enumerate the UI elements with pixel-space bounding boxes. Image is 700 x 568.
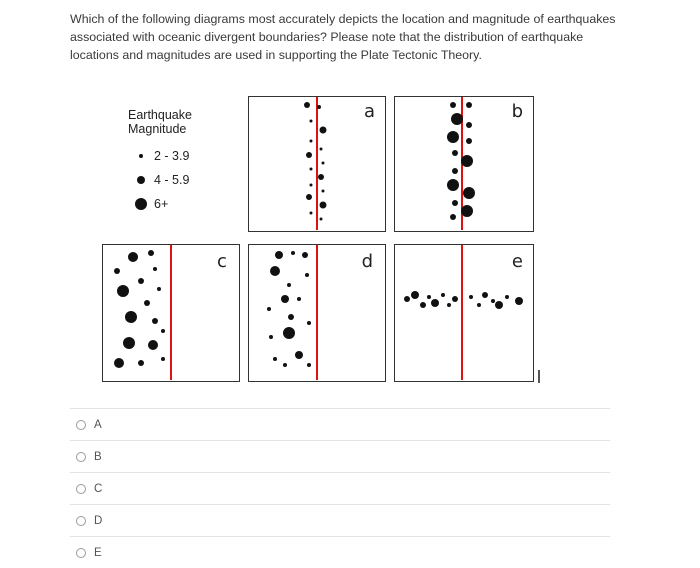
panel-label-e: e (511, 251, 523, 272)
divider-mark (538, 370, 540, 383)
legend-label: 2 - 3.9 (154, 149, 190, 163)
option-b[interactable] (70, 440, 610, 472)
earthquake-dots (249, 245, 385, 380)
option-e[interactable] (70, 536, 610, 568)
option-label: A (94, 418, 102, 431)
magnitude-legend (128, 108, 238, 216)
option-label: C (94, 482, 103, 495)
radio-button[interactable] (76, 484, 86, 494)
option-label: E (94, 546, 102, 559)
panel-label-a: a (363, 101, 375, 122)
earthquake-diagram-figure (98, 92, 558, 392)
radio-button[interactable] (76, 452, 86, 462)
radio-button[interactable] (76, 516, 86, 526)
radio-button[interactable] (76, 548, 86, 558)
legend-label: 4 - 5.9 (154, 173, 190, 187)
diagram-panel-e (394, 244, 534, 382)
diagram-panel-b (394, 96, 534, 232)
medium-dot-icon (137, 176, 145, 184)
legend-item-medium (128, 168, 238, 192)
diagram-panel-d (248, 244, 386, 382)
option-label: D (94, 514, 103, 527)
large-dot-icon (135, 198, 147, 210)
diagram-panel-c (102, 244, 240, 382)
legend-label: 6+ (154, 197, 169, 211)
small-dot-icon (139, 154, 143, 158)
answer-options (70, 408, 610, 568)
earthquake-dots (395, 97, 533, 230)
option-c[interactable] (70, 472, 610, 504)
panel-label-b: b (511, 101, 523, 122)
panel-label-d: d (361, 251, 373, 272)
earthquake-dots (395, 245, 533, 380)
option-label: B (94, 450, 102, 463)
option-a[interactable] (70, 408, 610, 440)
legend-title: Earthquake Magnitude (128, 108, 192, 136)
radio-button[interactable] (76, 420, 86, 430)
diagram-panel-a (248, 96, 386, 232)
question-text: Which of the following diagrams most accurately depicts the location and magnitude of earthquakes associated with oceanic divergent boundaries? Please note that the distribution of earthquake locations and magnitudes are used in supporting the Plate Tectonic Theory. (70, 12, 616, 62)
panel-label-c: c (217, 251, 227, 272)
legend-item-small (128, 144, 238, 168)
earthquake-dots (103, 245, 239, 380)
earthquake-dots (249, 97, 385, 230)
option-d[interactable] (70, 504, 610, 536)
legend-item-large (128, 192, 238, 216)
